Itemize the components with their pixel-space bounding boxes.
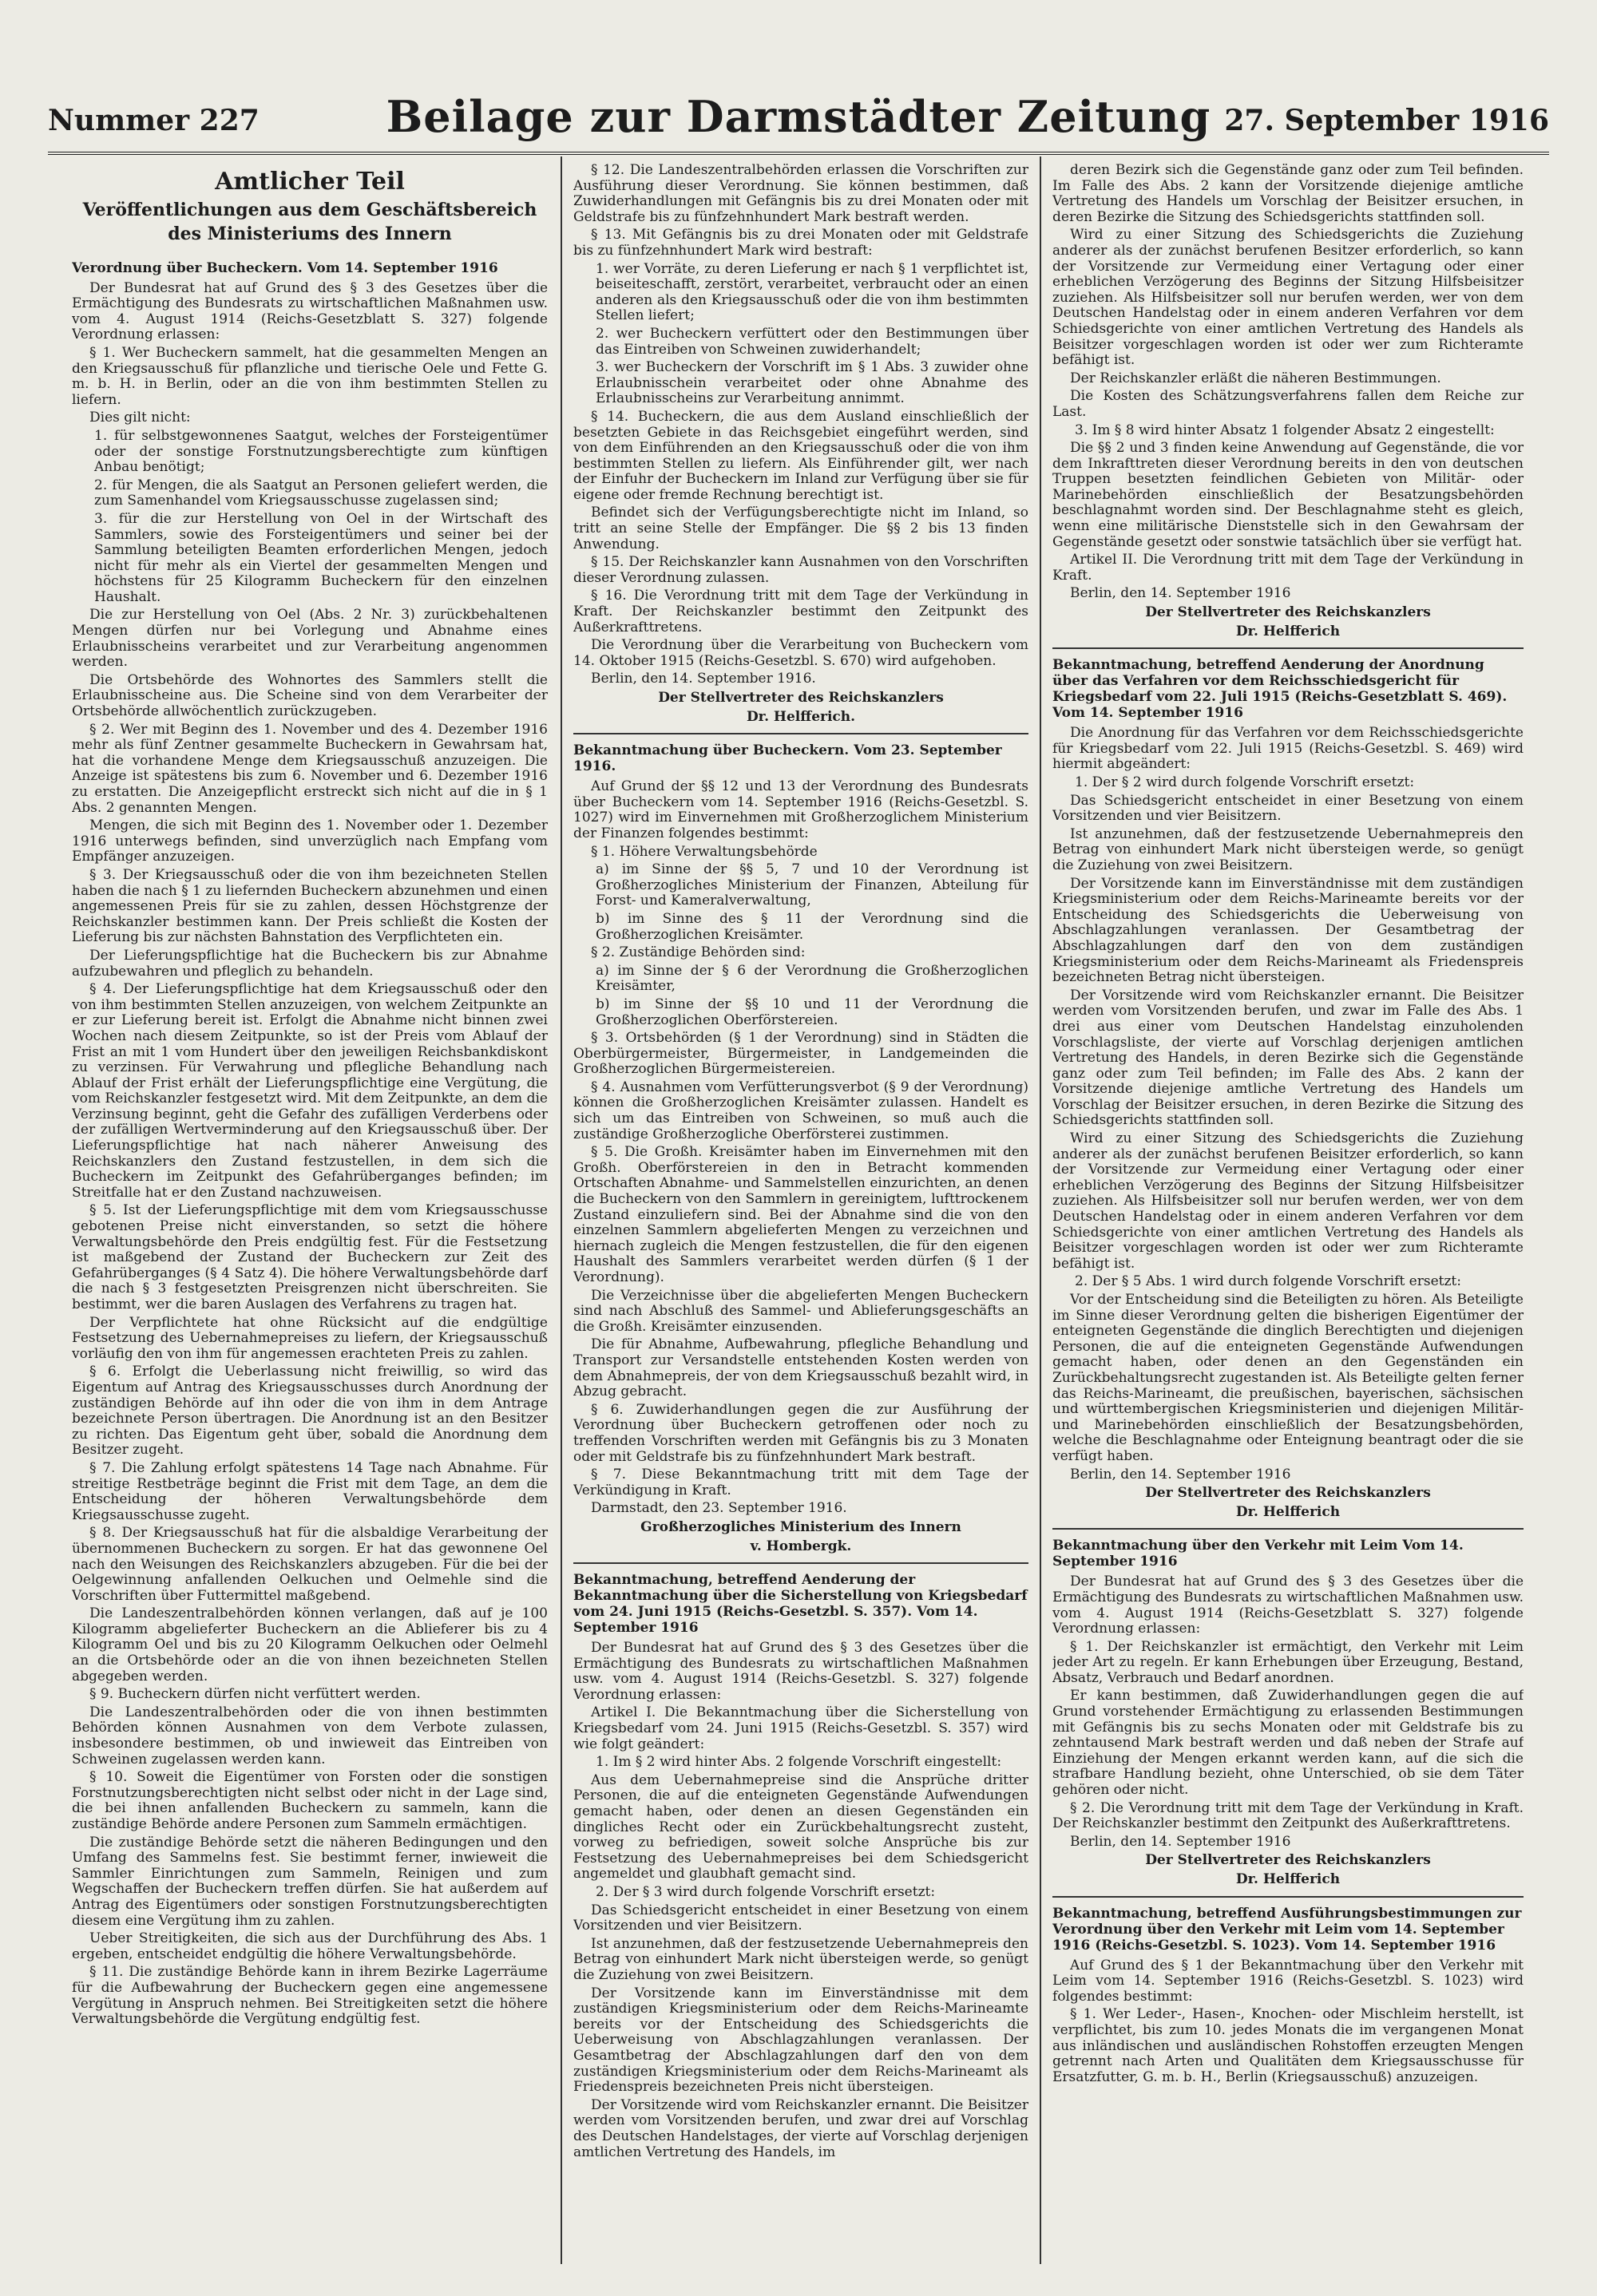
signature-title: Der Stellvertreter des Reichskanzlers bbox=[1145, 604, 1431, 621]
article-separator bbox=[573, 733, 1028, 734]
paragraph: 1. Der § 2 wird durch folgende Vorschrift ersetzt: bbox=[1075, 774, 1415, 790]
signature-title: Großherzogliches Ministerium des Innern bbox=[640, 1518, 961, 1535]
paragraph: Der Lieferungspflichtige hat die Bucheckern bis zur Abnahme aufzubewahren und pfleglich zu behandeln. bbox=[72, 947, 548, 980]
paragraph: Das Schiedsgericht entscheidet in einer Besetzung von einem Vorsitzenden und vier Beisitzern. bbox=[573, 1902, 1028, 1934]
signature-name: Dr. Helfferich bbox=[1235, 623, 1341, 639]
paragraph: 1. Im § 2 wird hinter Abs. 2 folgende Vorschrift eingestellt: bbox=[596, 1754, 1002, 1771]
paragraph: § 1. Der Reichskanzler ist ermächtigt, den Verkehr mit Leim jeder Art zu regeln. Er kann Erhebungen über Erzeugung, Bestand, Absatz, Verbrauch und Bedarf anordnen. bbox=[1052, 1638, 1524, 1686]
paragraph: Die §§ 2 und 3 finden keine Anwendung auf Gegenstände, die vor dem Inkrafttreten dieser Verordnung bereits in den von deutschen Truppen besetzten feindlichen Gebieten von Militär- oder Marinebehörden einschließlich der Besatzungsbehörden beschlagnahmt worden sind. Der Beschlagnahme steht es gleich, wenn eine militärische Dienststelle sich in den Gewahrsam der Gegenstände gesetzt oder sonstwie tatsächlich über sie verfügt hat. bbox=[1052, 440, 1524, 550]
dateline: Berlin, den 14. September 1916 bbox=[1070, 1833, 1291, 1850]
paragraph: § 4. Ausnahmen vom Verfütterungsverbot (§ 9 der Verordnung) können die Großherzoglichen Kreisämter zulassen. Handelt es sich um das Eintreiben von Schweinen, so muß auch die zuständige Großherzogliche Oberförsterei zustimmen. bbox=[573, 1079, 1028, 1142]
article-body bbox=[573, 779, 1028, 1498]
article-body bbox=[573, 163, 1028, 669]
paragraph: § 1. Wer Bucheckern sammelt, hat die gesammelten Mengen an den Kriegsausschuß für pflanzliche und tierische Oele und Fette G. m. b. H. in Berlin, oder an die von ihm bestimmten Stellen zu liefern. bbox=[72, 344, 548, 408]
paragraph: 2. für Mengen, die als Saatgut an Personen geliefert werden, die zum Samenhandel vom Kriegsausschusse zugelassen sind; bbox=[94, 477, 548, 509]
masthead-rule bbox=[48, 152, 1549, 155]
section-subheading: Veröffentlichungen aus dem Geschäftsbereich des Ministeriums des Innern bbox=[82, 199, 537, 244]
paragraph: a) im Sinne der § 6 der Verordnung die Großherzoglichen Kreisämter, bbox=[596, 962, 1028, 995]
paragraph: § 13. Mit Gefängnis bis zu drei Monaten oder mit Geldstrafe bis zu fünfzehnhundert Mark wird bestraft: bbox=[573, 227, 1028, 259]
paragraph: § 15. Der Reichskanzler kann Ausnahmen von den Vorschriften dieser Verordnung zulassen. bbox=[573, 554, 1028, 586]
article-separator bbox=[1052, 1528, 1524, 1530]
paragraph: § 1. Wer Leder-, Hasen-, Knochen- oder Mischleim herstellt, ist verpflichtet, bis zum 10. jedes Monats die im vergangenen Monat aus inländischen und ausländischen Rohstoffen erzeugten Mengen getrennt nach Arten und Qualitäten dem Kriegsausschusse für Ersatzfutter, G. m. b. H., Berlin (Kriegsausschuß) anzuzeigen. bbox=[1052, 2006, 1524, 2085]
paragraph: Auf Grund des § 1 der Bekanntmachung über den Verkehr mit Leim vom 14. September 1916 (Reichs-Gesetzbl. S. 1023) wird folgendes bestimmt: bbox=[1052, 1957, 1524, 2005]
article-body bbox=[1052, 1958, 1524, 2086]
article-body bbox=[1052, 163, 1524, 584]
paragraph: § 3. Ortsbehörden (§ 1 der Verordnung) sind in Städten die Oberbürgermeister, Bürgermeister, in Landgemeinden die Großherzoglichen Bürgermeistereien. bbox=[573, 1030, 1028, 1078]
column-3 bbox=[1052, 163, 1524, 2254]
paragraph: 2. wer Bucheckern verfüttert oder den Bestimmungen über das Eintreiben von Schweinen zuwiderhandelt; bbox=[596, 325, 1028, 358]
article-body bbox=[1052, 726, 1524, 1464]
paragraph: Die Verzeichnisse über die abgelieferten Mengen Bucheckern sind nach Abschluß des Sammel- und Ablieferungsgeschäfts an die Großh. Kreisämter einzusenden. bbox=[573, 1287, 1028, 1335]
signature-title: Der Stellvertreter des Reichskanzlers bbox=[1145, 1852, 1431, 1869]
paragraph: § 7. Die Zahlung erfolgt spätestens 14 Tage nach Abnahme. Für streitige Restbeträge beginnt die Frist mit dem Tage, an dem die Entscheidung der höheren Verwaltungsbehörde dem Kriegsausschusse zugeht. bbox=[72, 1459, 548, 1523]
paragraph: Befindet sich der Verfügungsberechtigte nicht im Inland, so tritt an seine Stelle der Empfänger. Die §§ 2 bis 13 finden Anwendung. bbox=[573, 505, 1028, 552]
paragraph: § 5. Ist der Lieferungspflichtige mit dem vom Kriegsausschusse gebotenen Preise nicht einverstanden, so setzt die höhere Verwaltungsbehörde den Preis endgültig fest. Für die Festsetzung ist maßgebend der Zustand der Bucheckern zur Zeit des Gefahrüberganges (§ 4 Satz 4). Die höhere Verwaltungsbehörde darf die nach § 3 festgesetzten Preisgrenzen nicht überschreiten. Sie bestimmt, wer die baren Auslagen des Verfahrens zu tragen hat. bbox=[72, 1202, 548, 1312]
paragraph: Wird zu einer Sitzung des Schiedsgerichts die Zuziehung anderer als der zunächst berufenen Besitzer erforderlich, so kann der Vorsitzende zur Vermeidung einer Vertagung oder einer erheblichen Verzögerung des Beginns der Sitzung Hilfsbeisitzer zuziehen. Als Hilfsbeisitzer soll nur berufen werden, wer von dem Deutschen Handelstag oder in einem anderen Verfahren vor dem Schiedsgerichte von einer amtlichen Vertretung des Handels als Beisitzer vorgeschlagen worden ist oder wer zum Richteramte befähigt ist. bbox=[1052, 227, 1524, 369]
article-title: Bekanntmachung über den Verkehr mit Leim Vom 14. September 1916 bbox=[1052, 1538, 1464, 1570]
paragraph: Die für Abnahme, Aufbewahrung, pflegliche Behandlung und Transport zur Versandstelle entstehenden Kosten werden von dem Abnahmepreis, der von dem Kriegsausschuß bezahlt wird, in Abzug gebracht. bbox=[573, 1336, 1028, 1400]
paragraph: a) im Sinne der §§ 5, 7 und 10 der Verordnung ist Großherzogliches Ministerium der Finanzen, Abteilung für Forst- und Kameralverwaltung, bbox=[596, 861, 1028, 909]
paragraph: § 12. Die Landeszentralbehörden erlassen die Vorschriften zur Ausführung dieser Verordnung. Sie können bestimmen, daß Zuwiderhandlungen mit Gefängnis bis zu drei Monaten oder mit Geldstrafe bis zu fünfzehnhundert Mark bestraft werden. bbox=[573, 163, 1028, 225]
paragraph: Das Schiedsgericht entscheidet in einer Besetzung von einem Vorsitzenden und vier Beisitzern. bbox=[1052, 792, 1524, 825]
paragraph: Artikel II. Die Verordnung tritt mit dem Tage der Verkündung in Kraft. bbox=[1052, 552, 1524, 584]
paragraph: § 6. Erfolgt die Ueberlassung nicht freiwillig, so wird das Eigentum auf Antrag des Kriegsausschusses durch Anordnung der zuständigen Behörde auf ihn oder die von ihm in dem Antrage bezeichnete Person übertragen. Die Anordnung ist an den Besitzer zu richten. Das Eigentum geht über, sobald die Anordnung dem Besitzer zugeht. bbox=[72, 1364, 548, 1459]
article-title: Bekanntmachung, betreffend Aenderung der Bekanntmachung über die Sicherstellung von Kriegsbedarf vom 24. Juni 1915 (Reichs-Gesetzbl. S. 357). Vom 14. September 1916 bbox=[573, 1572, 1028, 1637]
masthead bbox=[48, 91, 1549, 142]
paragraph: Der Vorsitzende wird vom Reichskanzler ernannt. Die Beisitzer werden vom Vorsitzenden berufen, und zwar drei auf Vorschlag des Deutschen Handelstages, der vierte auf Vorschlag derjenigen amtlichen Vertretung des Handels, im bbox=[573, 2096, 1028, 2160]
paragraph: § 7. Diese Bekanntmachung tritt mit dem Tage der Verkündigung in Kraft. bbox=[573, 1467, 1028, 1498]
paragraph: § 4. Der Lieferungspflichtige hat dem Kriegsausschuß oder den von ihm bestimmten Stellen anzuzeigen, von welchem Zeitpunkte an er zur Lieferung bereit ist. Erfolgt die Abnahme nicht binnen zwei Wochen nach diesem Zeitpunkte, so ist der Preis vom Ablauf der Frist an mit 1 vom Hundert über den jeweiligen Reichsbankdiskont zu verzinsen. Für Verwahrung und pflegliche Behandlung nach Ablauf der Frist erhält der Lieferungspflichtige eine Vergütung, die vom Reichskanzler festgesetzt wird. Mit dem Zeitpunkte, an dem die Verzinsung beginnt, geht die Gefahr des zufälligen Verderbens oder der zufälligen Wertverminderung auf den Kriegsausschuß über. Der Lieferungspflichtige hat nach näherer Anweisung des Reichskanzlers den Zustand festzustellen, in dem sich die Bucheckern im Zeitpunkt des Gefahrüberganges befinden; im Streitfalle hat er den Zustand nachzuweisen. bbox=[72, 981, 548, 1201]
paragraph: 3. wer Bucheckern der Vorschrift im § 1 Abs. 3 zuwider ohne Erlaubnisschein verarbeitet oder ohne Abnahme des Erlaubnisscheins zur Verarbeitung annimmt. bbox=[596, 359, 1028, 407]
paragraph: § 11. Die zuständige Behörde kann in ihrem Bezirke Lagerräume für die Aufbewahrung der Bucheckern gegen eine angemessene Vergütung in Anspruch nehmen. Bei Streitigkeiten setzt die höhere Verwaltungsbehörde die Vergütung endgültig fest. bbox=[72, 1964, 548, 2028]
paragraph: deren Bezirk sich die Gegenstände ganz oder zum Teil befinden. Im Falle des Abs. 2 kann der Vorsitzende diejenige amtliche Vertretung des Handels um Vorschlag der Beisitzer ersuchen, in deren Bezirke die Sitzung des Schiedsgerichts stattfinden soll. bbox=[1052, 163, 1524, 225]
paragraph: Artikel I. Die Bekanntmachung über die Sicherstellung von Kriegsbedarf vom 24. Juni 1915 (Reichs-Gesetzbl. S. 357) wird wie folgt geändert: bbox=[573, 1704, 1028, 1752]
signature-name: Dr. Helfferich bbox=[1235, 1503, 1341, 1520]
paragraph: Die Verordnung über die Verarbeitung von Bucheckern vom 14. Oktober 1915 (Reichs-Gesetzbl. S. 670) wird aufgehoben. bbox=[573, 637, 1028, 669]
column-1 bbox=[72, 163, 548, 2254]
article-title: Bekanntmachung, betreffend Aenderung der Anordnung über das Verfahren vor dem Reichsschiedsgericht für Kriegsbedarf vom 22. Juli 1915 (Reichs-Gesetzblatt S. 469). Vom 14. September 1916 bbox=[1052, 657, 1508, 722]
signature-name: v. Hombergk. bbox=[750, 1538, 852, 1554]
paragraph: 3. Im § 8 wird hinter Absatz 1 folgender Absatz 2 eingestellt: bbox=[1075, 422, 1495, 438]
dateline: Berlin, den 14. September 1916 bbox=[1070, 585, 1291, 602]
column-divider bbox=[1040, 156, 1041, 2264]
paragraph: Ueber Streitigkeiten, die sich aus der Durchführung des Abs. 1 ergeben, entscheidet endgültig die höhere Verwaltungsbehörde. bbox=[72, 1930, 548, 1962]
paragraph: Die Landeszentralbehörden oder die von ihnen bestimmten Behörden können Ausnahmen von dem Verbote zulassen, insbesondere bestimmen, ob und inwieweit das Eintreiben von Schweinen zugelassen werden kann. bbox=[72, 1704, 548, 1768]
paragraph: Ist anzunehmen, daß der festzusetzende Uebernahmepreis den Betrag von einhundert Mark nicht übersteigen werde, so genügt die Zuziehung von zwei Beisitzern. bbox=[1052, 825, 1524, 873]
paragraph: b) im Sinne der §§ 10 und 11 der Verordnung die Großherzoglichen Oberförstereien. bbox=[596, 996, 1028, 1028]
paragraph: Auf Grund der §§ 12 und 13 der Verordnung des Bundesrats über Bucheckern vom 14. September 1916 (Reichs-Gesetzbl. S. 1027) wird im Einvernehmen mit Großherzoglichem Ministerium der Finanzen folgendes bestimmt: bbox=[573, 778, 1028, 841]
paragraph: Die Landeszentralbehörden können verlangen, daß auf je 100 Kilogramm abgelieferter Bucheckern an die Ablieferer bis zu 4 Kilogramm Oel und bis zu 20 Kilogramm Oelkuchen oder Oelmehl an die Ortsbehörde oder an die von ihnen bezeichneten Stellen abgegeben werden. bbox=[72, 1605, 548, 1684]
paragraph: § 16. Die Verordnung tritt mit dem Tage der Verkündung in Kraft. Der Reichskanzler bestimmt den Zeitpunkt des Außerkrafttretens. bbox=[573, 588, 1028, 635]
paragraph: Der Bundesrat hat auf Grund des § 3 des Gesetzes über die Ermächtigung des Bundesrats zu wirtschaftlichen Maßnahmen usw. vom 4. August 1914 (Reichs-Gesetzblatt S. 327) folgende Verordnung erlassen: bbox=[72, 279, 548, 343]
paragraph: Der Reichskanzler erläßt die näheren Bestimmungen. bbox=[1070, 370, 1441, 386]
article-title: Bekanntmachung über Bucheckern. Vom 23. September 1916. bbox=[573, 742, 1002, 775]
article-separator bbox=[573, 1562, 1028, 1564]
paragraph: Die Kosten des Schätzungsverfahrens fallen dem Reiche zur Last. bbox=[1052, 388, 1524, 420]
paragraph: 1. für selbstgewonnenes Saatgut, welches der Forsteigentümer oder der sonstige Forstnutzungsberechtigte zum künftigen Anbau benötigt; bbox=[94, 427, 548, 476]
paragraph: § 10. Soweit die Eigentümer von Forsten oder die sonstigen Forstnutzungsberechtigten nicht selbst oder nicht in der Lage sind, die bei ihnen anfallenden Bucheckern zu sammeln, kann die zuständige Behörde andere Personen zum Sammeln ermächtigen. bbox=[72, 1769, 548, 1832]
signature-name: Dr. Helfferich. bbox=[746, 708, 856, 725]
paragraph: Die Anordnung für das Verfahren vor dem Reichsschiedsgerichte für Kriegsbedarf vom 22. Juli 1915 (Reichs-Gesetzbl. S. 469) wird hiermit abgeändert: bbox=[1052, 725, 1524, 773]
newspaper-title: Beilage zur Darmstädter Zeitung bbox=[386, 91, 1211, 142]
paragraph: Die zuständige Behörde setzt die näheren Bedingungen und den Umfang des Sammelns fest. Sie bestimmt ferner, inwieweit die Sammler Einrichtungen zum Sammeln, Reinigen und zum Wegschaffen der Bucheckern treffen dürfen. Sie hat außerdem auf Antrag des Eigentümers oder sonstigen Forstnutzungsberechtigten diesem eine Vergütung ihm zu zahlen. bbox=[72, 1834, 548, 1929]
signature-title: Der Stellvertreter des Reichskanzlers bbox=[1145, 1485, 1431, 1502]
section-heading: Amtlicher Teil bbox=[215, 168, 405, 196]
paragraph: Der Vorsitzende wird vom Reichskanzler ernannt. Die Beisitzer werden vom Vorsitzenden berufen, und zwar im Falle des Abs. 1 drei aus einer vom Deutschen Handelstag einzuholenden Vorschlagsliste, der vierte auf Vorschlag derjenigen amtlichen Vertretung des Handels, in deren Bezirke sich die Gegenstände ganz oder zum Teil befinden; im Falle des Abs. 2 kann der Vorsitzende diejenige amtliche Vertretung des Handels um Vorschlag der Beisitzer ersuchen, in deren Bezirke die Sitzung des Schiedsgerichts stattfinden soll. bbox=[1052, 987, 1524, 1129]
paragraph: 3. für die zur Herstellung von Oel in der Wirtschaft des Sammlers, sowie des Forsteigentümers und seiner bei der Sammlung beteiligten Beamten erforderlichen Mengen, jedoch nicht für mehr als ein Viertel der gesammelten Mengen und höchstens für 25 Kilogramm Bucheckern für den einzelnen Haushalt. bbox=[94, 510, 548, 605]
paragraph: Die zur Herstellung von Oel (Abs. 2 Nr. 3) zurückbehaltenen Mengen dürfen nur bei Vorlegung und Abnahme eines Erlaubnisscheins verarbeitet und zur Verarbeitung angenommen werden. bbox=[72, 607, 548, 671]
issue-number: Nummer 227 bbox=[48, 104, 260, 137]
paragraph: Der Bundesrat hat auf Grund des § 3 des Gesetzes über die Ermächtigung des Bundesrats zu wirtschaftlichen Maßnahmen usw. vom 4. August 1914 (Reichs-Gesetzblatt S. 327) folgende Verordnung erlassen: bbox=[1052, 1574, 1524, 1637]
paragraph: b) im Sinne des § 11 der Verordnung sind die Großherzoglichen Kreisämter. bbox=[596, 910, 1028, 943]
paragraph: Aus dem Uebernahmepreise sind die Ansprüche dritter Personen, die auf die enteigneten Gegenstände Aufwendungen gemacht haben, oder denen an diesen Gegenständen ein dingliches Recht oder ein Zurückbehaltungsrecht zusteht, vorweg zu befriedigen, soweit solche Ansprüche bis zur Festsetzung des Uebernahmepreises bei dem Schiedsgericht angemeldet und glaubhaft gemacht sind. bbox=[573, 1771, 1028, 1882]
dateline: Berlin, den 14. September 1916. bbox=[591, 671, 816, 687]
paragraph: 2. Der § 5 Abs. 1 wird durch folgende Vorschrift ersetzt: bbox=[1075, 1273, 1461, 1290]
paragraph: Wird zu einer Sitzung des Schiedsgerichts die Zuziehung anderer als der zunächst berufenen Beisitzer erforderlich, so kann der Vorsitzende zur Vermeidung einer Vertagung oder einer erheblichen Verzögerung des Beginns der Sitzung Hilfsbeisitzer zuziehen. Als Hilfsbeisitzer soll nur berufen werden, wer von dem Deutschen Handelstag oder in einem anderen Verfahren vor dem Schiedsgerichte von einer amtlichen Vertretung des Handels als Beisitzer vorgeschlagen worden ist oder wer zum Richteramte befähigt ist. bbox=[1052, 1130, 1524, 1272]
paragraph: § 8. Der Kriegsausschuß hat für die alsbaldige Verarbeitung der übernommenen Bucheckern zu sorgen. Er hat das gewonnene Oel nach den Weisungen des Reichskanzlers abzugeben. Für die bei der Oelgewinnung anfallenden Oelkuchen und Oelmehle sind die Vorschriften über Futtermittel maßgebend. bbox=[72, 1525, 548, 1604]
paragraph: § 6. Zuwiderhandlungen gegen die zur Ausführung der Verordnung über Bucheckern getroffenen oder noch zu treffenden Vorschriften werden mit Gefängnis bis zu 3 Monaten oder mit Geldstrafe bis zu fünfzehnhundert Mark bestraft. bbox=[573, 1401, 1028, 1465]
article-title: Verordnung über Bucheckern. Vom 14. September 1916 bbox=[72, 259, 498, 276]
article-body bbox=[573, 1641, 1028, 2160]
paragraph: § 5. Die Großh. Kreisämter haben im Einvernehmen mit den Großh. Oberförstereien in den in Betracht kommenden Ortschaften Abnahme- und Sammelstellen einzurichten, an denen die Bucheckern von den Sammlern in gereinigtem, lufttrockenem Zustand einzuliefern sind. Bei der Abnahme sind die von den einzelnen Sammlern abgelieferten Mengen zu verzeichnen und hiernach zugleich die Mengen festzustellen, die für den eigenen Haushalt des Sammlers verarbeitet werden dürfen (§ 1 der Verordnung). bbox=[573, 1144, 1028, 1285]
paragraph: Ist anzunehmen, daß der festzusetzende Uebernahmepreis den Betrag von einhundert Mark nicht übersteigen werde, so genügt die Zuziehung von zwei Beisitzern. bbox=[573, 1935, 1028, 1983]
article-body bbox=[1052, 1574, 1524, 1832]
paragraph: § 14. Bucheckern, die aus dem Ausland einschließlich der besetzten Gebiete in das Reichsgebiet eingeführt werden, sind von dem Einführenden an den Kriegsausschuß oder die von ihm bestimmten Stellen zu liefern. Als Einführender gilt, wer nach der Einfuhr der Bucheckern im Inland zur Verfügung über sie für eigene oder fremde Rechnung berechtigt ist. bbox=[573, 408, 1028, 503]
signature-title: Der Stellvertreter des Reichskanzlers bbox=[658, 690, 944, 706]
signature-name: Dr. Helfferich bbox=[1235, 1871, 1341, 1887]
paragraph: Er kann bestimmen, daß Zuwiderhandlungen gegen die auf Grund vorstehender Ermächtigung zu erlassenden Bestimmungen mit Gefängnis bis zu sechs Monaten oder mit Geldstrafe bis zu zehntausend Mark bestraft werden und daß neben der Strafe auf Einziehung der Mengen erkannt werden kann, auf die sich die strafbare Handlung bezieht, ohne Unterschied, ob sie dem Täter gehören oder nicht. bbox=[1052, 1688, 1524, 1799]
issue-date: 27. September 1916 bbox=[1224, 104, 1549, 137]
dateline: Berlin, den 14. September 1916 bbox=[1070, 1466, 1291, 1483]
paragraph: Der Bundesrat hat auf Grund des § 3 des Gesetzes über die Ermächtigung des Bundesrats zu wirtschaftlichen Maßnahmen usw. vom 4. August 1914 (Reichs-Gesetzbl. S. 327) folgende Verordnung erlassen: bbox=[573, 1640, 1028, 1703]
paragraph: Der Vorsitzende kann im Einverständnisse mit dem zuständigen Kriegsministerium oder dem Reichs-Marineamte bereits vor der Entscheidung des Schiedsgerichts die Ueberweisung von Abschlagzahlungen veranlassen. Der Gesamtbetrag der Abschlagzahlungen darf den von dem zuständigen Kriegsministerium oder dem Reichs-Marineamt als Friedenspreis bezeichneten Betrag nicht übersteigen. bbox=[1052, 875, 1524, 986]
paragraph: § 2. Wer mit Beginn des 1. November und des 4. Dezember 1916 mehr als fünf Zentner gesammelte Bucheckern in Gewahrsam hat, hat die vorhandene Menge dem Kriegsausschuß anzuzeigen. Die Anzeige ist spätestens bis zum 6. November und 6. Dezember 1916 zu erstatten. Die Anzeigepflicht erstreckt sich nicht auf die in § 1 Abs. 2 genannten Mengen. bbox=[72, 721, 548, 816]
dateline: Darmstadt, den 23. September 1916. bbox=[591, 1500, 847, 1517]
article-separator bbox=[1052, 1896, 1524, 1898]
article-title: Bekanntmachung, betreffend Ausführungsbestimmungen zur Verordnung über den Verkehr mit Leim vom 14. September 1916 (Reichs-Gesetzbl. S. 1023). Vom 14. September 1916 bbox=[1052, 1905, 1522, 1954]
paragraph: § 1. Höhere Verwaltungsbehörde bbox=[591, 843, 818, 860]
paragraph: Dies gilt nicht: bbox=[89, 410, 191, 426]
article-separator bbox=[1052, 647, 1524, 649]
paragraph: § 2. Zuständige Behörden sind: bbox=[591, 944, 806, 961]
column-2 bbox=[573, 163, 1028, 2254]
paragraph: Die Ortsbehörde des Wohnortes des Sammlers stellt die Erlaubnisscheine aus. Die Scheine sind von dem Verarbeiter der Ortsbehörde allwöchentlich zurückzugeben. bbox=[72, 671, 548, 720]
paragraph: 1. wer Vorräte, zu deren Lieferung er nach § 1 verpflichtet ist, beiseiteschafft, zerstört, verarbeitet, verbraucht oder an einen anderen als den Kriegsausschuß oder die von ihm bestimmten Stellen liefert; bbox=[596, 260, 1028, 324]
paragraph: Der Vorsitzende kann im Einverständnisse mit dem zuständigen Kriegsministerium oder dem Reichs-Marineamte bereits vor der Entscheidung des Schiedsgerichts die Ueberweisung von Abschlagzahlungen veranlassen. Der Gesamtbetrag der Abschlagzahlungen darf den von dem zuständigen Kriegsministerium oder dem Reichs-Marineamt als Friedenspreis bezeichneten Preis nicht übersteigen. bbox=[573, 1985, 1028, 2096]
paragraph: § 2. Die Verordnung tritt mit dem Tage der Verkündung in Kraft. Der Reichskanzler bestimmt den Zeitpunkt des Außerkrafttretens. bbox=[1052, 1799, 1524, 1832]
column-divider bbox=[561, 156, 562, 2264]
paragraph: Der Verpflichtete hat ohne Rücksicht auf die endgültige Festsetzung des Uebernahmepreises zu liefern, der Kriegsausschuß vorläufig den von ihm für angemessen erachteten Preis zu zahlen. bbox=[72, 1314, 548, 1362]
paragraph: 2. Der § 3 wird durch folgende Vorschrift ersetzt: bbox=[596, 1884, 936, 1900]
paragraph: Mengen, die sich mit Beginn des 1. November oder 1. Dezember 1916 unterwegs befinden, sind unverzüglich nach Empfang vom Empfänger anzuzeigen. bbox=[72, 817, 548, 865]
paragraph: Vor der Entscheidung sind die Beteiligten zu hören. Als Beteiligte im Sinne dieser Verordnung gelten die bisherigen Eigentümer der enteigneten Gegenstände die dinglich Berechtigten und diejenigen Personen, die auf die enteigneten Gegenstände Aufwendungen gemacht haben, oder denen an den Gegenständen ein Zurückbehaltungsrecht zugestanden ist. Als Beteiligte gelten ferner das Reichs-Marineamt, die preußischen, bayerischen, sächsischen und württembergischen Kriegsministerien und diejenigen Militär- und Marinebehörden einschließlich der Besatzungsbehörden, welche die Beschlagnahme oder Enteignung beantragt oder die sie verfügt haben. bbox=[1052, 1292, 1524, 1464]
paragraph: § 3. Der Kriegsausschuß oder die von ihm bezeichneten Stellen haben die nach § 1 zu liefernden Bucheckern abzunehmen und einen angemessenen Preis für sie zu zahlen, dessen Höchstgrenze der Reichskanzler bestimmen kann. Der Preis schließt die Kosten der Lieferung bis zur nächsten Bahnstation des Verpflichteten ein. bbox=[72, 866, 548, 946]
paragraph: § 9. Bucheckern dürfen nicht verfüttert werden. bbox=[89, 1686, 421, 1703]
article-body bbox=[72, 281, 548, 2028]
